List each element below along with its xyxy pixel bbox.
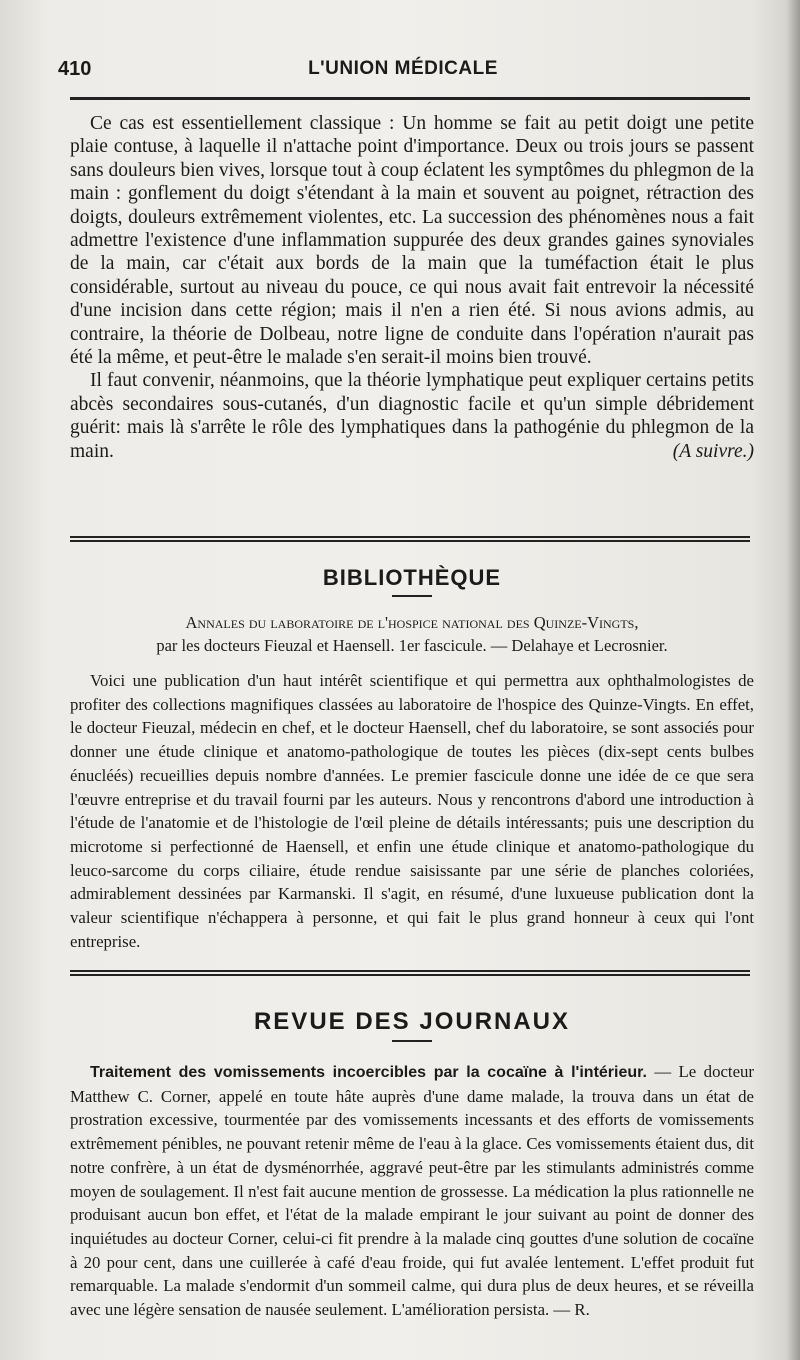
journal-title: L'UNION MÉDICALE [308, 58, 498, 79]
to-follow-note: (A suivre.) [672, 440, 754, 462]
section-divider-1 [70, 536, 750, 542]
page-number: 410 [58, 58, 92, 80]
book-reference-line-1: Annales du laboratoire de l'hospice national des Quinze-Vingts, [185, 613, 639, 632]
heading-underline [392, 595, 432, 597]
book-reference-line-2: par les docteurs Fieuzal et Haensell. 1er fascicule. — Delahaye et Lecrosnier. [156, 636, 668, 655]
book-reference [70, 611, 754, 657]
revue-heading: REVUE DES JOURNAUX [253, 1008, 571, 1035]
book-review-paragraph: Voici une publication d'un haut intérêt scientifique et qui permettra aux ophthalmologistes de profiter des collections magnifiques classées au laboratoire de l'hospice des Quinze-Vingts. En effet, le docteur Fieuzal, médecin en chef, et le docteur Haensell, chef du laboratoire, se sont associés pour donner une étude clinique et anatomo-pathologique de toutes les pièces (dix-sept cents bulbes énucléés) recueillies depuis nombre d'années. Le premier fascicule donne une idée de ce que sera l'œuvre entreprise et du travail fourni par les auteurs. Nous y rencontrons d'abord une introduction à l'étude de l'anatomie et de l'histologie de l'œil pleine de détails intéressants; puis une description du microtome si perfectionné de Haensell, et enfin une étude clinique et anatomo-pathologique du leuco-sarcome du corps ciliaire, étude rendue saisissante par une série de planches coloriées, admirablement dessinées par Karmanski. Il s'agit, en résumé, d'une luxueuse publication dont la valeur scientifique n'échappera à personne, et qui fait le plus grand honneur à ceux qui l'ont entreprise. [70, 671, 754, 951]
bibliotheque-section [70, 565, 754, 953]
heading-underline [392, 1040, 432, 1042]
review-lead-title: Traitement des vomissements incoercibles par la cocaïne à l'intérieur. [90, 1064, 647, 1081]
bibliotheque-heading: BIBLIOTHÈQUE [322, 565, 502, 590]
running-header [58, 58, 748, 88]
page-edge-shadow [786, 0, 800, 1360]
journal-review-paragraph [70, 1060, 754, 1322]
article-continuation [70, 112, 754, 463]
revue-section [70, 1008, 754, 1322]
article-paragraph-1: Ce cas est essentiellement classique : Un homme se fait au petit doigt une petite plaie contuse, à laquelle il n'attache point d'importance. Deux ou trois jours se passent sans douleurs bien vives, lorsque tout à coup éclatent les symptômes du phlegmon de la main : gonflement du doigt s'étendant à la main et souvent au poignet, rétraction des doigts, douleurs extrêmement violentes, etc. La succession des phénomènes nous a fait admettre l'existence d'une inflammation suppurée des deux grandes gaines synoviales de la main, car c'était aux bords de la main que la tuméfaction était le plus considérable, surtout au niveau du pouce, ce qui nous avait fait entrevoir la nécessité d'une incision dans cette région; mais il n'en a rien été. Si nous avions admis, au contraire, la théorie de Dolbeau, notre ligne de conduite dans l'opération n'aurait pas été la même, et peut-être le malade s'en serait-il moins bien trouvé. [70, 113, 754, 369]
header-rule [70, 97, 750, 100]
article-paragraph-2: Il faut convenir, néanmoins, que la théorie lymphatique peut expliquer certains petits abcès secondaires sous-cutanés, d'un diagnostic facile et qu'un simple débridement guérit: mais là s'arrête le rôle des lymphatiques dans la pathogénie du phlegmon de la main. [70, 370, 754, 462]
section-divider-2 [70, 970, 750, 976]
review-body: — Le docteur Matthew C. Corner, appelé en toute hâte auprès d'une dame malade, la trouva dans un état de prostration excessive, tourmentée par des vomissements incessants et des efforts de vomissements extrêmement pénibles, ne pouvant retenir même de l'eau à la glace. Ces vomissements étaient dus, dit notre confrère, à un état de dysménorrhée, aggravé peut-être par les stimulants administrés comme moyen de soulagement. Il n'est fait aucune mention de grossesse. La médication la plus rationnelle ne produisant aucun bon effet, et l'état de la malade empirant le jour suivant au point de donner des inquiétudes au docteur Corner, celui-ci fit prendre à la malade cinq gouttes d'une solution de cocaïne à 20 pour cent, dans une cuillerée à café d'eau froide, qui fut avalée lentement. L'effet produit fut remarquable. La malade s'endormit d'un sommeil calme, qui dura plus de deux heures, et se réveilla avec une légère sensation de nausée seulement. L'amélioration persista. — R. [70, 1062, 754, 1320]
journal-review [70, 1060, 754, 1322]
book-review [70, 669, 754, 953]
